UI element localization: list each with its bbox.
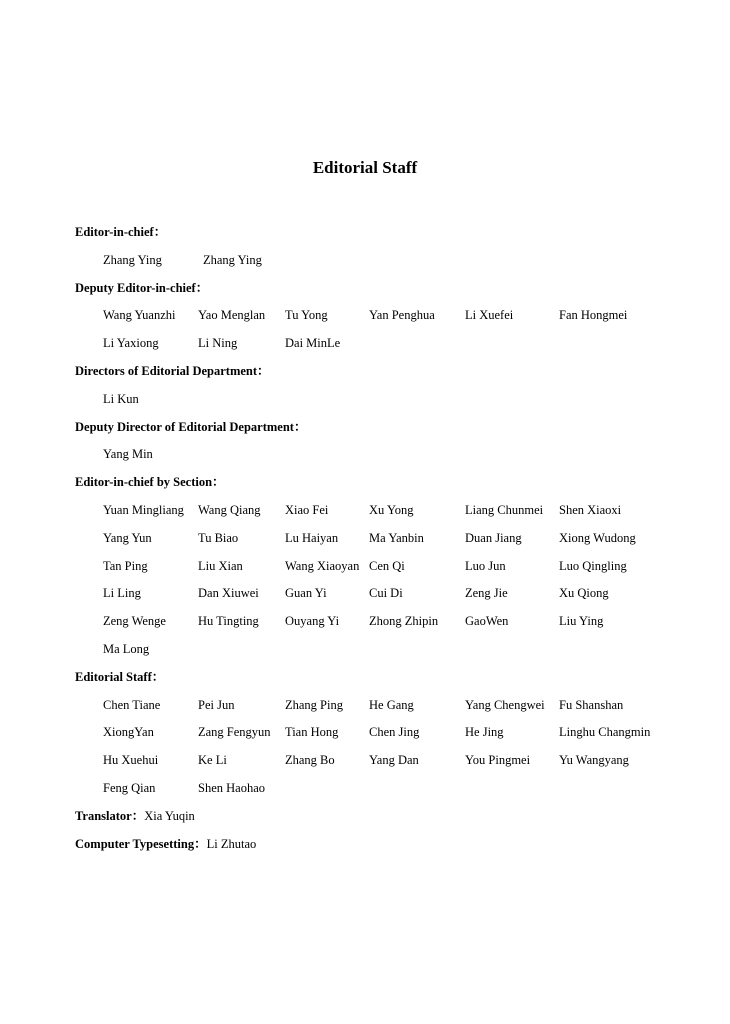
staff-name: Feng Qian: [103, 780, 156, 795]
staff-name: Lu Haiyan: [285, 530, 339, 545]
staff-name: Tian Hong: [285, 725, 339, 740]
staff-name: Dan Xiuwei: [198, 586, 259, 601]
name-row: [75, 556, 715, 584]
staff-name: Hu Tingting: [198, 614, 259, 629]
staff-name: Xiao Fei: [285, 502, 329, 517]
staff-name: Tu Yong: [285, 308, 328, 323]
name-row: [75, 722, 715, 750]
staff-name: Luo Jun: [465, 558, 506, 573]
staff-name: Zeng Wenge: [103, 614, 166, 629]
staff-name: Dai MinLe: [285, 336, 341, 351]
staff-name: Li Ling: [103, 586, 141, 601]
staff-name: Liu Ying: [559, 614, 604, 629]
staff-name: Li Xuefei: [465, 308, 514, 323]
name-row: [75, 750, 715, 778]
name-row: [75, 250, 715, 278]
staff-name: Liu Xian: [198, 558, 243, 573]
staff-name: Zhong Zhipin: [369, 614, 439, 629]
staff-name: Fan Hongmei: [559, 308, 628, 323]
staff-name: Ke Li: [198, 753, 227, 768]
staff-name: Wang Qiang: [198, 502, 261, 517]
staff-name: Zang Fengyun: [198, 725, 271, 740]
section-heading-directors: Directors of Editorial Department：: [75, 363, 270, 378]
staff-name: Yang Yun: [103, 530, 152, 545]
staff-name: Pei Jun: [198, 697, 235, 712]
staff-name: Tu Biao: [198, 530, 239, 545]
staff-name: Cui Di: [369, 586, 403, 601]
translator-label: Translator：: [75, 808, 145, 823]
staff-name: Zeng Jie: [465, 586, 508, 601]
staff-name: Shen Xiaoxi: [559, 502, 622, 517]
translator-name: Xia Yuqin: [144, 808, 195, 823]
staff-name: Chen Jing: [369, 725, 420, 740]
staff-name: Fu Shanshan: [559, 697, 624, 712]
name-row: [75, 528, 715, 556]
staff-name: Shen Haohao: [198, 780, 265, 795]
staff-name: Duan Jiang: [465, 530, 522, 545]
staff-name: GaoWen: [465, 614, 509, 629]
staff-name: Yuan Mingliang: [103, 502, 184, 517]
typesetting-label: Computer Typesetting：: [75, 836, 207, 851]
section-heading-editor-by-section: Editor-in-chief by Section：: [75, 475, 225, 490]
section-heading-editorial-staff: Editorial Staff：: [75, 669, 165, 684]
translator-line: [75, 806, 715, 834]
staff-name: Yang Min: [103, 447, 153, 462]
staff-name: He Jing: [465, 725, 504, 740]
staff-name: Li Yaxiong: [103, 336, 159, 351]
staff-name: XiongYan: [103, 725, 154, 740]
name-row: [75, 444, 715, 472]
name-row: [75, 778, 715, 806]
staff-name: Ouyang Yi: [285, 614, 340, 629]
staff-name: Ma Long: [103, 641, 150, 656]
staff-name: Li Kun: [103, 391, 139, 406]
staff-name: Yao Menglan: [198, 308, 266, 323]
staff-name: Cen Qi: [369, 558, 405, 573]
staff-name: Xu Qiong: [559, 586, 609, 601]
staff-name: Tan Ping: [103, 558, 148, 573]
staff-name: Wang Xiaoyan: [285, 558, 360, 573]
staff-name: Luo Qingling: [559, 558, 627, 573]
name-row: [75, 305, 715, 333]
staff-name: Ma Yanbin: [369, 530, 424, 545]
staff-list: [75, 222, 715, 861]
staff-name: Guan Yi: [285, 586, 327, 601]
staff-name: Liang Chunmei: [465, 502, 544, 517]
name-row: [75, 695, 715, 723]
section-heading-deputy-editor-in-chief: Deputy Editor-in-chief：: [75, 280, 209, 295]
name-row: [75, 611, 715, 639]
name-row: [75, 583, 715, 611]
typesetting-line: [75, 834, 715, 862]
staff-name: Chen Tiane: [103, 697, 161, 712]
name-row: [75, 333, 715, 361]
staff-name: Zhang Ying: [103, 252, 162, 267]
staff-name: Yu Wangyang: [559, 753, 629, 768]
staff-name: Xiong Wudong: [559, 530, 636, 545]
staff-name: Zhang Ying: [203, 252, 262, 267]
staff-name: Yan Penghua: [369, 308, 435, 323]
staff-name: Linghu Changmin: [559, 725, 651, 740]
section-heading-deputy-director: Deputy Director of Editorial Department：: [75, 419, 307, 434]
staff-name: Hu Xuehui: [103, 753, 159, 768]
staff-name: Li Ning: [198, 336, 238, 351]
section-heading-editor-in-chief: Editor-in-chief：: [75, 225, 167, 239]
typesetting-name: Li Zhutao: [206, 836, 257, 851]
name-row: [75, 639, 715, 667]
staff-name: Xu Yong: [369, 502, 414, 517]
staff-name: You Pingmei: [465, 753, 531, 768]
staff-name: Yang Dan: [369, 753, 419, 768]
staff-name: Wang Yuanzhi: [103, 308, 176, 323]
staff-name: Yang Chengwei: [465, 697, 545, 712]
name-row: [75, 389, 715, 417]
staff-name: Zhang Bo: [285, 753, 335, 768]
staff-name: He Gang: [369, 697, 414, 712]
page-title: Editorial Staff: [312, 158, 418, 177]
name-row: [75, 500, 715, 528]
staff-name: Zhang Ping: [285, 697, 343, 712]
